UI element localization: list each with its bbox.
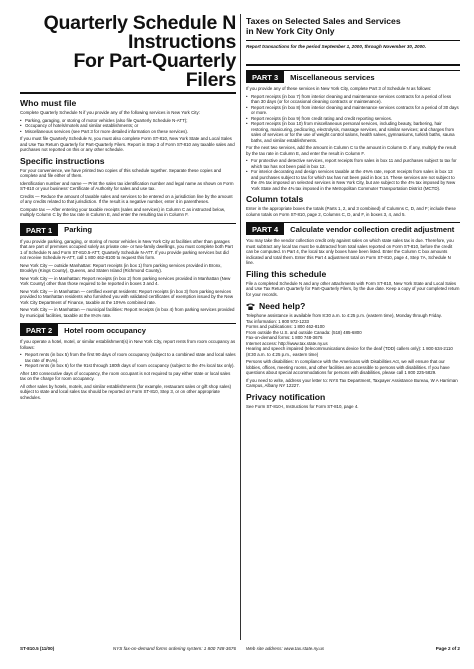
subtitle-line-2: in New York City Only bbox=[246, 26, 335, 36]
specific-p3: Credits — Reduce the amount of taxable sales and services to be entered on a jurisdiction line by the amount of any credits related to that jurisdiction. If the result is a negative number, enter it in parentheses. bbox=[20, 193, 233, 204]
list-item: • Parking, garaging, or storing of motor vehicles (also file Quarterly Schedule N-ATT); bbox=[20, 118, 236, 124]
list-item: • For interior decorating and design services taxable at the 4⅜% rate, report receipts from sales in box 13 and purchases subject to tax for which tax has not been paid in box 14. These services are not subject to the 4% tax imposed on selected services in New York City, but are subject to the 4% tax imposed by New York State and the 4⅜ tax imposed in the Metropolitan Commuter Transportation District (MCTD). bbox=[246, 169, 460, 191]
need-help-header bbox=[246, 301, 460, 311]
footer-right bbox=[246, 646, 460, 651]
who-must-file-list bbox=[20, 118, 236, 135]
filing-heading: Filing this schedule bbox=[246, 268, 327, 279]
help-write: If you need to write, address your letter to: NYS Tax Department, Taxpayer Assistance Bureau, W A Harriman Campus, Albany NY 12227. bbox=[246, 377, 458, 388]
part1-p3: New York City — in Manhattan: Report receipts (in box 2) from parking services provided in Manhattan (New York County) other than those required to be reported in boxes 3 and 4. bbox=[20, 275, 231, 286]
part4-text: You may take the vendor collection credit only against sales on which state sales tax is due. Therefore, you must subtract any local tax must be subtracted from total sales reported on Form ST-810, before the credit can be computed. In Part 4, the local tax only boxes have been listed. Enter the Column C box amounts indicated and total them. Enter this Part 4 adjustment total on Form ST-810, page 4, Step 7A, Schedule N line. bbox=[246, 238, 454, 265]
part1-title: Parking bbox=[64, 225, 92, 234]
list-item: • Report receipts (in box 9) from credit rating and credit reporting services. bbox=[246, 116, 460, 122]
list-item: • Report rents (in box 5) from the first 90 days of room occupancy (subject to a combined state and local sales tax rate of 8¼%). bbox=[20, 352, 236, 363]
title-line-1: Quarterly Schedule N bbox=[43, 12, 236, 34]
part2-header bbox=[20, 323, 236, 336]
part1-p2: New York City — outside Manhattan: Report receipts (in box 1) from parking services provided in Bronx, Brooklyn (Kings County), Queens, and Staten Island (Richmond County). bbox=[20, 262, 222, 273]
website-note: Web site address: www.tax.state.ny.us bbox=[246, 646, 325, 651]
page-title bbox=[20, 14, 236, 90]
who-must-file-note: If you must file Quarterly Schedule N, you must also complete Form ST-810, New York State and Local Sales and Use Tax Return Quarterly for Part-Quarterly Filers. Report in Step 3 of Form ST-810 any taxable sales and purchases not reported on this or any other schedule. bbox=[20, 136, 235, 152]
who-must-file-intro: Complete Quarterly Schedule N if you provide any of the following services in New York City: bbox=[20, 110, 200, 115]
privacy-heading: Privacy notification bbox=[246, 391, 326, 402]
right-title-divider bbox=[246, 64, 460, 66]
title-line-3: For Part-Quarterly Filers bbox=[73, 50, 236, 91]
help-line: Internet access: http://www.tax.state.ny.us bbox=[246, 340, 328, 346]
right-column bbox=[246, 14, 460, 411]
fax-on-demand-note: NYS fax-on-demand forms ordering system: 1 800 748-3676 bbox=[112, 646, 236, 651]
part1-p1: If you provide parking, garaging, or storing of motor vehicles in New York City at facilities other than garages that are part of premises occupied solely as private one- or two-family dwellings, you must complete both Part 1 of Schedule N and Form ST-810.5-ATT, Quarterly Schedule N-ATT. If you provide parking services but did not receive Schedule N-ATT, call 1 800 462-8100 to request this form. bbox=[20, 238, 233, 260]
part2-title: Hotel room occupancy bbox=[64, 325, 146, 335]
part4-header bbox=[246, 222, 460, 235]
subtitle-divider bbox=[246, 40, 460, 41]
footer-left bbox=[20, 646, 236, 651]
part3-p2: For the next two services, add the amount in Column C to the amount in Column D. If any, multiply the result by the tax rate in Column E, and enter the result in Column F. bbox=[246, 145, 457, 156]
subtitle-line-1: Taxes on Selected Sales and Services bbox=[246, 16, 401, 26]
help-line: Tax information: 1 800 972-1233 bbox=[246, 318, 309, 324]
help-disability: Persons with disabilities: In compliance with the Americans with Disabilities Act, we will ensure that our lobbies, offices, meeting rooms, and other facilities are accessible to persons with disabilities. If you have questions about special accommodations for persons with disabilities, please call 1 800 225-5829. bbox=[246, 359, 450, 375]
list-item: • Report receipts (in box 10) from miscellaneous personal services, including beauty, barbering, hair restoring, manicuring, pedicuring, electrolysis, massage services, and similar services; and charges from sales of services or for the use of weight control salons, health salves, gymnasiums, turkish baths, sauna baths, and similar establishments. bbox=[246, 121, 460, 143]
part2-p3: All other sales by hotels, motels, and similar establishments (for example, restaurant sales or gift shop sales) subject to state and local sales tax should be reported on Form ST-810, Step 3, or on other appropriate schedules. bbox=[20, 383, 232, 400]
part2-tag: PART 2 bbox=[20, 324, 58, 336]
filing-text: File a completed Schedule N and any other attachments with Form ST-810, New York State and Local Sales and Use Tax Return Quarterly for Part-Quarterly Filers, by the due date. Keep a copy of your completed return for your records. bbox=[246, 280, 460, 297]
part1-p5: New York City — in Manhattan — municipal facilities: Report receipts (in box 4) from parking services provided by municipal facilities, taxable at the 8¼% rate. bbox=[20, 307, 235, 318]
part3-list bbox=[246, 94, 460, 144]
period-note: Report transactions for the period September 1, 2000, through November 30, 2000. bbox=[246, 44, 426, 49]
part1-p4: New York City — in Manhattan — certified exempt residents: Report receipts (in box 3) from parking services provided to Manhattan residents who furnished you with validated certificates of exemption issued by the New York City Department of Finance, taxable at the 10⅜% combined rate. bbox=[20, 288, 234, 305]
help-line: Fax-on-demand forms: 1 800 748-3676 bbox=[246, 335, 323, 340]
list-item: • For protective and detective services, report receipts from sales in box 11 and purchases subject to tax for which tax has not been paid in box 12. bbox=[246, 158, 460, 169]
list-item: • Occupancy of hotels/motels and similar establishments; or bbox=[20, 123, 236, 129]
part4-tag: PART 4 bbox=[246, 223, 284, 235]
list-item: • Report rents (in box 6) for the 91st through 180th days of room occupancy (subject to the 4% local tax only). bbox=[20, 363, 236, 369]
part3-p1: If you provide any of these services in New York City, complete Part 3 of Schedule N as follows: bbox=[246, 86, 432, 91]
privacy-text: See Form ST-810-I, Instructions for Form ST-810, page 4. bbox=[246, 403, 359, 409]
need-help-heading: Need help? bbox=[259, 301, 306, 311]
specific-p1: For your convenience, we have printed two copies of this schedule together. Separate these copies and complete and file either of them. bbox=[20, 167, 222, 178]
part1-header bbox=[20, 223, 236, 236]
title-line-2: Instructions bbox=[128, 31, 236, 53]
part3-list-2 bbox=[246, 158, 460, 191]
left-column bbox=[20, 14, 236, 402]
part2-p2: After 180 consecutive days of occupancy, the room occupant is not required to pay either state or local sales tax on the charge for room occupancy. bbox=[20, 370, 231, 381]
part3-title: Miscellaneous services bbox=[290, 72, 375, 82]
specific-p4: Compute tax — After entering your taxable receipts (sales and services) in Column C as instructed below, multiply Column C by the tax rate in Column E, and enter the resulting tax in Column F. bbox=[20, 206, 225, 217]
column-totals-heading: Column totals bbox=[246, 194, 304, 204]
column-divider bbox=[240, 14, 241, 640]
who-must-file-heading: Who must file bbox=[20, 98, 77, 108]
specific-instructions-heading: Specific instructions bbox=[20, 155, 105, 166]
help-line: Forms and publications: 1 800 462-8100 bbox=[246, 324, 325, 329]
help-line: Telephone assistance is available from 8:30 a.m. to 4:25 p.m. (eastern time), Monday through Friday. bbox=[246, 313, 442, 318]
list-item: • Miscellaneous services (see Part 3 for more detailed information on these services). bbox=[20, 129, 236, 135]
specific-p2: Identification number and name — Print the sales tax identification number and legal name as shown on Form ST-810 or your business' Certificate of Authority for sales and use tax. bbox=[20, 180, 234, 191]
part3-header bbox=[246, 70, 460, 83]
part4-title: Calculate vendor collection credit adjustment bbox=[290, 224, 455, 234]
help-line: Hearing and speech impaired (telecommunications device for the deaf (TDD) callers only): 1 800 634-2110 (8:30 a.m. to 4:25 p.m., eastern time) bbox=[246, 346, 453, 357]
page-number: Page 2 of 2 bbox=[435, 646, 460, 651]
part2-list bbox=[20, 352, 236, 369]
part2-p1: If you operate a hotel, motel, or similar establishment(s) in New York City, report rents from room occupancy as follows: bbox=[20, 339, 236, 350]
form-code: ST-810.5 (11/00) bbox=[20, 646, 55, 651]
subtitle-block bbox=[246, 14, 460, 50]
list-item: • Report receipts (in box 8) from interior cleaning and maintenance services contracts for a period of 30 days or more. bbox=[246, 105, 460, 116]
list-item: • Report receipts (in box 7) from interior cleaning and maintenance services contracts for a period of less than 30 days (or for occasional cleaning contracts or maintenance). bbox=[246, 94, 460, 105]
title-divider bbox=[20, 92, 236, 94]
column-totals-text: Enter in the appropriate boxes the totals (Parts 1, 2, and 3 combined) of Columns C, D, and F; include these column totals on Form ST-810, page 2, Columns C, D, and F, in boxes 3, 4, and 5. bbox=[246, 206, 456, 217]
telephone-icon bbox=[246, 303, 255, 310]
help-line: From outside the U.S. and outside Canada: (518) 485-6800 bbox=[246, 329, 362, 335]
part3-tag: PART 3 bbox=[246, 71, 284, 83]
part1-tag: PART 1 bbox=[20, 224, 58, 236]
